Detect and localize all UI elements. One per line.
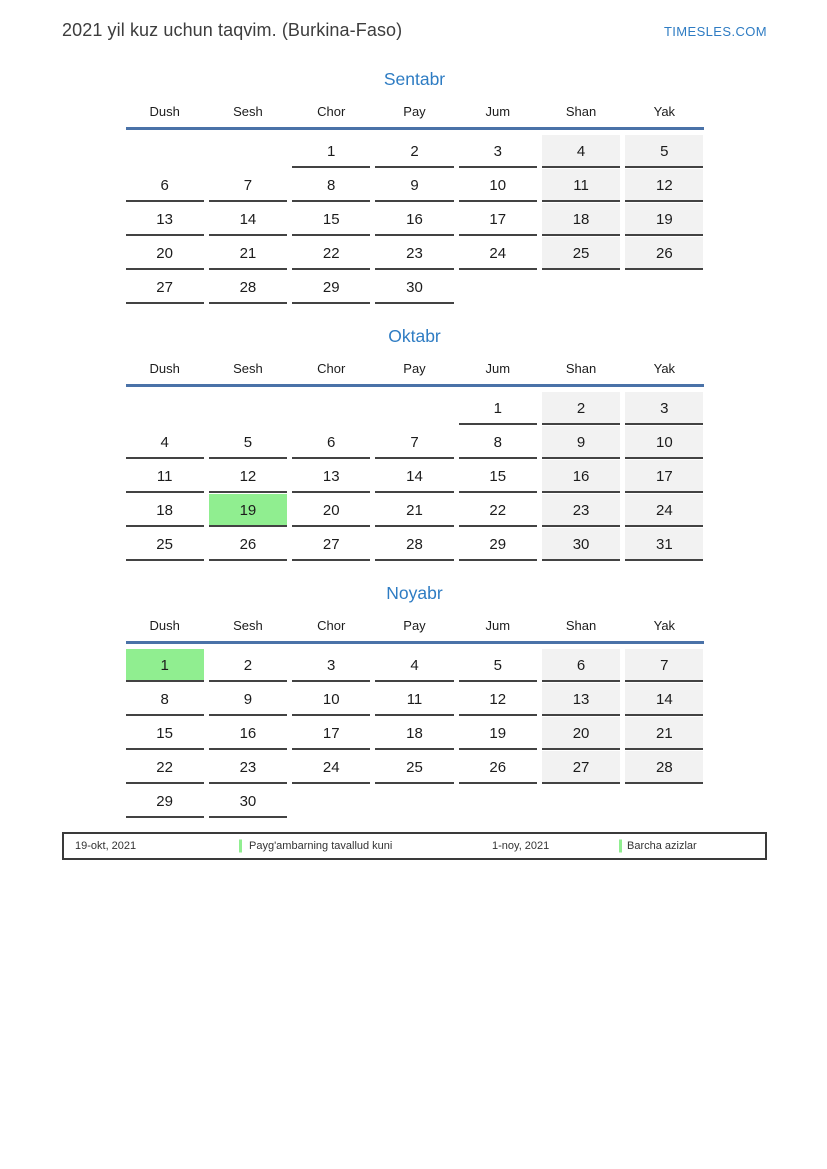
day-cell: 16 <box>542 460 620 493</box>
week-row <box>126 135 704 168</box>
day-cell: 24 <box>625 494 703 527</box>
day-cell: 22 <box>292 237 370 270</box>
day-cell: 26 <box>459 751 537 784</box>
legend-date: 19-okt, 2021 <box>75 840 137 852</box>
month-title: Noyabr <box>386 583 443 603</box>
day-cell: 20 <box>126 237 204 270</box>
day-cell: 11 <box>375 683 453 716</box>
day-cell: 28 <box>375 528 453 561</box>
day-cell: 23 <box>542 494 620 527</box>
day-cell: 15 <box>292 203 370 236</box>
day-cell: 26 <box>209 528 287 561</box>
day-cell: 3 <box>625 392 703 425</box>
empty-cell <box>126 135 204 168</box>
day-cell: 6 <box>542 649 620 682</box>
day-cell: 12 <box>209 460 287 493</box>
day-cell: 25 <box>542 237 620 270</box>
weekday-header: Dush <box>149 104 180 119</box>
day-cell: 5 <box>625 135 703 168</box>
day-cell: 30 <box>375 271 453 304</box>
day-cell: 8 <box>292 169 370 202</box>
calendars-container <box>62 69 767 818</box>
day-cell: 23 <box>209 751 287 784</box>
day-cell: 10 <box>292 683 370 716</box>
weekday-header: Yak <box>653 361 676 376</box>
week-row <box>126 237 704 270</box>
day-cell: 21 <box>209 237 287 270</box>
weekday-row <box>126 360 704 378</box>
day-cell: 31 <box>625 528 703 561</box>
legend-label: Barcha azizlar <box>627 840 697 852</box>
day-cell: 9 <box>209 683 287 716</box>
day-cell: 18 <box>542 203 620 236</box>
week-row <box>126 460 704 493</box>
weekday-header: Shan <box>565 104 597 119</box>
header-divider <box>126 384 704 387</box>
empty-cell <box>126 392 204 425</box>
empty-cell <box>459 271 537 304</box>
highlighted-day-cell: 1 <box>126 649 204 682</box>
day-cell: 2 <box>375 135 453 168</box>
day-cell: 6 <box>292 426 370 459</box>
weekday-header: Pay <box>403 104 426 119</box>
weekday-header: Dush <box>149 618 180 633</box>
header-divider <box>126 641 704 644</box>
week-row <box>126 426 704 459</box>
day-cell: 27 <box>292 528 370 561</box>
week-row <box>126 751 704 784</box>
day-cell: 14 <box>625 683 703 716</box>
weekday-header: Yak <box>653 104 676 119</box>
day-cell: 22 <box>126 751 204 784</box>
day-cell: 26 <box>625 237 703 270</box>
weekday-header: Yak <box>653 618 676 633</box>
day-cell: 13 <box>126 203 204 236</box>
weekday-header: Jum <box>485 361 511 376</box>
day-cell: 9 <box>375 169 453 202</box>
day-cell: 21 <box>375 494 453 527</box>
weekday-header: Jum <box>485 104 511 119</box>
day-cell: 7 <box>625 649 703 682</box>
weekday-header: Chor <box>317 104 346 119</box>
day-cell: 27 <box>542 751 620 784</box>
empty-cell <box>209 392 287 425</box>
month-oktabr <box>126 326 704 561</box>
day-cell: 10 <box>459 169 537 202</box>
day-cell: 14 <box>209 203 287 236</box>
legend-label: Payg'ambarning tavallud kuni <box>249 840 393 852</box>
day-cell: 5 <box>459 649 537 682</box>
day-cell: 4 <box>375 649 453 682</box>
empty-cell <box>625 271 703 304</box>
legend <box>62 832 767 860</box>
highlighted-day-cell: 19 <box>209 494 287 527</box>
day-cell: 30 <box>542 528 620 561</box>
day-cell: 2 <box>542 392 620 425</box>
day-cell: 28 <box>625 751 703 784</box>
empty-cell <box>209 135 287 168</box>
week-row <box>126 392 704 425</box>
day-cell: 19 <box>459 717 537 750</box>
day-cell: 11 <box>542 169 620 202</box>
day-cell: 5 <box>209 426 287 459</box>
week-row <box>126 528 704 561</box>
legend-date: 1-noy, 2021 <box>492 840 550 852</box>
legend-color-bar <box>239 840 242 853</box>
weekday-header: Dush <box>149 361 180 376</box>
day-cell: 23 <box>375 237 453 270</box>
day-cell: 29 <box>126 785 204 818</box>
day-cell: 24 <box>459 237 537 270</box>
day-cell: 17 <box>459 203 537 236</box>
empty-cell <box>459 785 537 818</box>
day-cell: 7 <box>375 426 453 459</box>
weekday-header: Sesh <box>233 618 263 633</box>
weekday-header: Shan <box>565 618 597 633</box>
day-cell: 25 <box>126 528 204 561</box>
day-cell: 4 <box>126 426 204 459</box>
week-row <box>126 203 704 236</box>
empty-cell <box>542 785 620 818</box>
day-cell: 1 <box>292 135 370 168</box>
day-cell: 12 <box>459 683 537 716</box>
weekday-header: Pay <box>403 618 426 633</box>
day-cell: 16 <box>209 717 287 750</box>
day-cell: 20 <box>292 494 370 527</box>
week-row <box>126 271 704 304</box>
day-cell: 13 <box>292 460 370 493</box>
day-cell: 21 <box>625 717 703 750</box>
day-cell: 15 <box>126 717 204 750</box>
day-cell: 6 <box>126 169 204 202</box>
month-sentabr <box>126 69 704 304</box>
week-row <box>126 494 704 527</box>
header-divider <box>126 127 704 130</box>
day-cell: 15 <box>459 460 537 493</box>
day-cell: 28 <box>209 271 287 304</box>
page-title: 2021 yil kuz uchun taqvim. (Burkina-Faso) <box>62 20 403 40</box>
day-cell: 27 <box>126 271 204 304</box>
day-cell: 14 <box>375 460 453 493</box>
site-link[interactable]: TIMESLES.COM <box>663 24 767 39</box>
day-cell: 22 <box>459 494 537 527</box>
day-cell: 3 <box>459 135 537 168</box>
legend-color-bar <box>619 840 622 853</box>
weekday-header: Chor <box>317 361 346 376</box>
day-cell: 30 <box>209 785 287 818</box>
day-cell: 29 <box>292 271 370 304</box>
day-cell: 2 <box>209 649 287 682</box>
day-cell: 29 <box>459 528 537 561</box>
week-row <box>126 785 704 818</box>
weekday-row <box>126 103 704 121</box>
day-cell: 7 <box>209 169 287 202</box>
day-cell: 12 <box>625 169 703 202</box>
empty-cell <box>292 785 370 818</box>
weekday-header: Pay <box>403 361 426 376</box>
day-cell: 1 <box>459 392 537 425</box>
empty-cell <box>375 392 453 425</box>
day-cell: 8 <box>459 426 537 459</box>
day-cell: 17 <box>625 460 703 493</box>
empty-cell <box>625 785 703 818</box>
month-title: Oktabr <box>388 326 441 346</box>
weekday-header: Sesh <box>233 361 263 376</box>
page-header <box>62 0 767 41</box>
day-cell: 3 <box>292 649 370 682</box>
day-cell: 18 <box>375 717 453 750</box>
weekday-header: Jum <box>485 618 511 633</box>
week-row <box>126 717 704 750</box>
day-cell: 8 <box>126 683 204 716</box>
day-cell: 17 <box>292 717 370 750</box>
weekday-header: Sesh <box>233 104 263 119</box>
weekday-header: Shan <box>565 361 597 376</box>
weekday-header: Chor <box>317 618 346 633</box>
month-title: Sentabr <box>383 69 446 89</box>
day-cell: 18 <box>126 494 204 527</box>
day-cell: 24 <box>292 751 370 784</box>
day-cell: 9 <box>542 426 620 459</box>
day-cell: 19 <box>625 203 703 236</box>
week-row <box>126 649 704 682</box>
day-cell: 4 <box>542 135 620 168</box>
day-cell: 13 <box>542 683 620 716</box>
month-noyabr <box>126 583 704 818</box>
empty-cell <box>542 271 620 304</box>
week-row <box>126 169 704 202</box>
empty-cell <box>375 785 453 818</box>
empty-cell <box>292 392 370 425</box>
day-cell: 20 <box>542 717 620 750</box>
day-cell: 10 <box>625 426 703 459</box>
day-cell: 11 <box>126 460 204 493</box>
day-cell: 16 <box>375 203 453 236</box>
weekday-row <box>126 617 704 635</box>
week-row <box>126 683 704 716</box>
day-cell: 25 <box>375 751 453 784</box>
